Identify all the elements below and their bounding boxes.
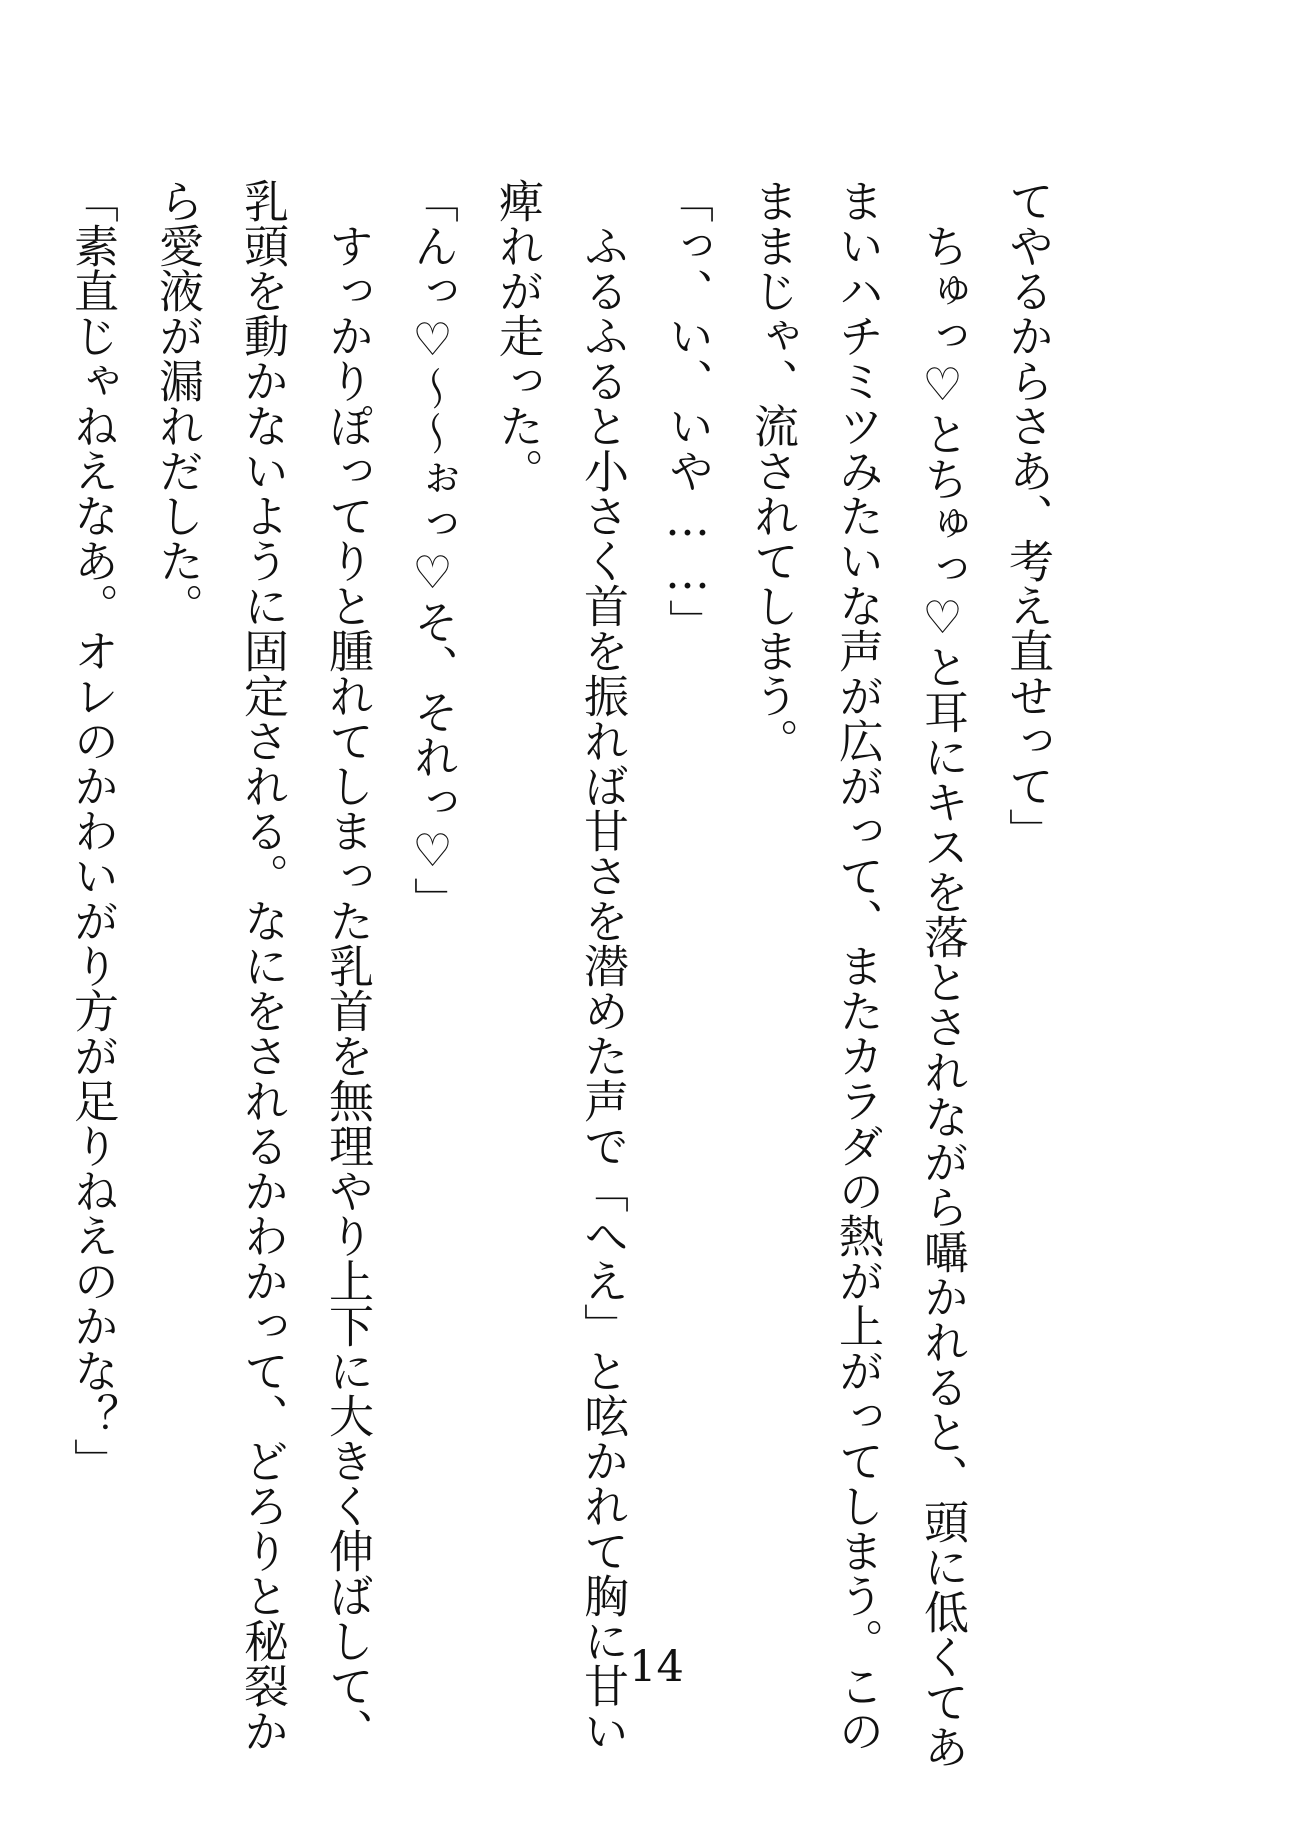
- text-line: ふるふると小さく首を振れば甘さを潜めた声で「へえ」と呟かれて胸に甘い: [576, 178, 629, 1753]
- text-line: ら愛液が漏れだした。: [151, 178, 204, 628]
- text-line: てやるからさあ、考え直せって」: [1001, 178, 1054, 853]
- text-line: 「素直じゃねえなあ。オレのかわいがり方が足りねえのかな？」: [66, 178, 119, 1483]
- text-line: 「っ、い、いや……」: [661, 178, 714, 644]
- text-line: 痺れが走った。: [491, 178, 544, 493]
- text-line: 乳頭を動かないように固定される。なにをされるかわかって、どろりと秘裂か: [236, 178, 289, 1753]
- text-line: 「んっ♡〜〜ぉっ♡そ、それっ♡」: [406, 178, 459, 922]
- text-line: まいハチミツみたいな声が広がって、またカラダの熱が上がってしまう。この: [831, 178, 884, 1753]
- text-line: ままじゃ、流されてしまう。: [746, 178, 799, 763]
- text-line: すっかりぽってりと腫れてしまった乳首を無理やり上下に大きく伸ばして、: [321, 178, 374, 1753]
- page-number: 14: [629, 1642, 684, 1692]
- text-line: ちゅっ♡とちゅっ♡と耳にキスを落とされながら囁かれると、頭に低くてあ: [916, 178, 969, 1769]
